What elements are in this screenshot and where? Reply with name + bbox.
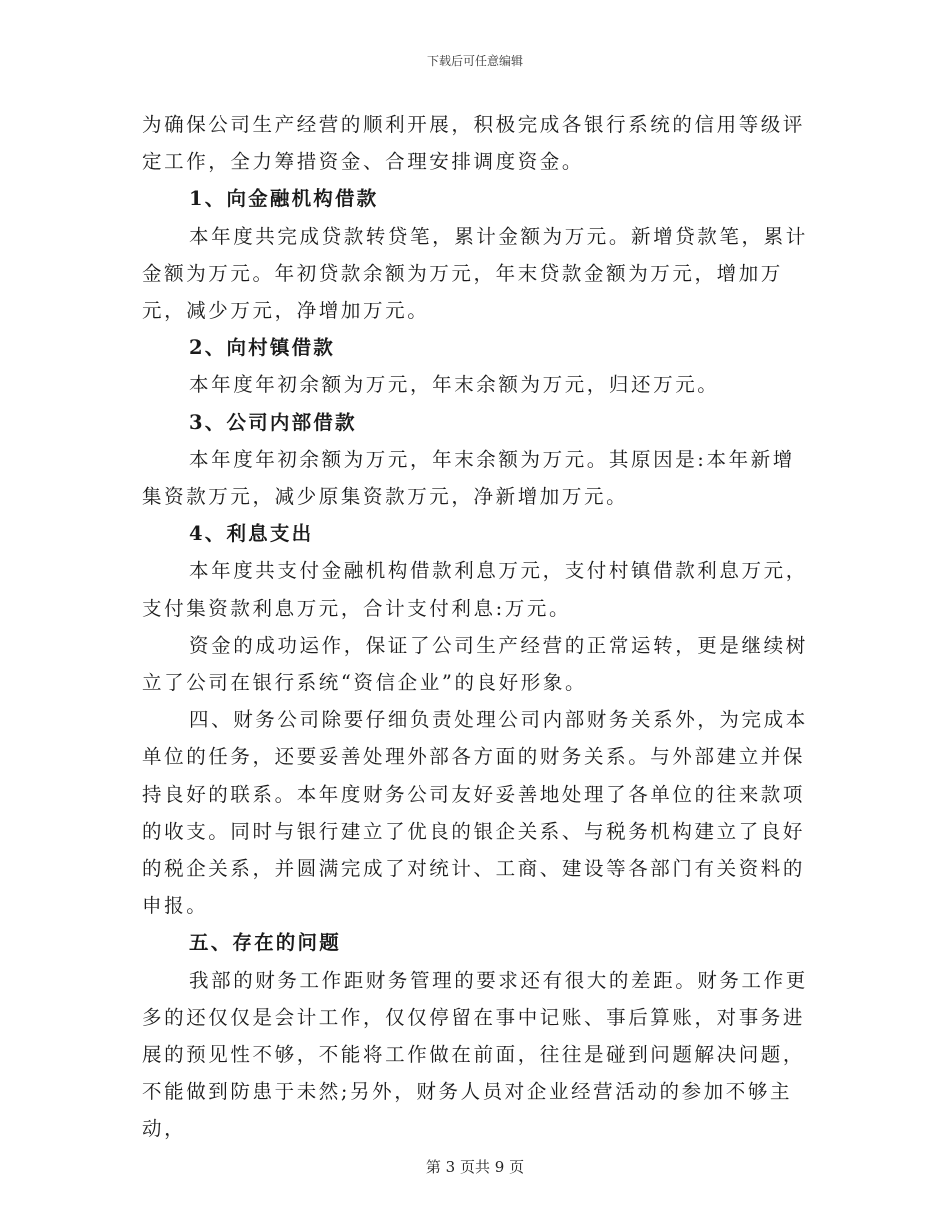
- page-number-footer: 第 3 页共 9 页: [425, 1158, 525, 1176]
- header-note: 下载后可任意编辑: [426, 54, 523, 68]
- paragraph: 本年度共完成贷款转贷笔，累计金额为万元。新增贷款笔，累计金额为万元。年初贷款余额为万元，年末贷款金额为万元，增加万元，减少万元，净增加万元。: [142, 224, 808, 323]
- paragraph: 资金的成功运作，保证了公司生产经营的正常运转，更是继续树立了公司在银行系统“资信企业”的良好形象。: [142, 633, 808, 695]
- paragraph: 本年度共支付金融机构借款利息万元，支付村镇借款利息万元，支付集资款利息万元，合计支付利息:万元。: [142, 559, 808, 620]
- section-heading: 2、向村镇借款: [189, 336, 335, 360]
- paragraph: 我部的财务工作距财务管理的要求还有很大的差距。财务工作更多的还仅仅是会计工作，仅仅停留在事中记账、事后算账，对事务进展的预见性不够，不能将工作做在前面，往往是碰到问题解决问题，不能做到防患于未然;另外，财务人员对企业经营活动的参加不够主动，: [142, 968, 808, 1141]
- section-heading: 3、公司内部借款: [189, 410, 357, 434]
- section-heading: 1、向金融机构借款: [189, 187, 379, 211]
- document-body: [142, 106, 812, 1148]
- paragraph: 本年度年初余额为万元，年末余额为万元。其原因是:本年新增集资款万元，减少原集资款万元，净新增加万元。: [142, 447, 795, 509]
- paragraph: 为确保公司生产经营的顺利开展，积极完成各银行系统的信用等级评定工作，全力筹措资金、合理安排调度资金。: [142, 113, 806, 174]
- paragraph: 本年度年初余额为万元，年末余额为万元，归还万元。: [189, 373, 720, 397]
- section-heading: 4、利息支出: [189, 522, 314, 546]
- section-heading: 五、存在的问题: [189, 931, 341, 955]
- paragraph: 四、财务公司除要仔细负责处理公司内部财务关系外，为完成本单位的任务，还要妥善处理外部各方面的财务关系。与外部建立并保持良好的联系。本年度财务公司友好妥善地处理了各单位的往来款项的收支。同时与银行建立了优良的银企关系、与税务机构建立了良好的税企关系，并圆满完成了对统计、工商、建设等各部门有关资料的申报。: [142, 708, 808, 918]
